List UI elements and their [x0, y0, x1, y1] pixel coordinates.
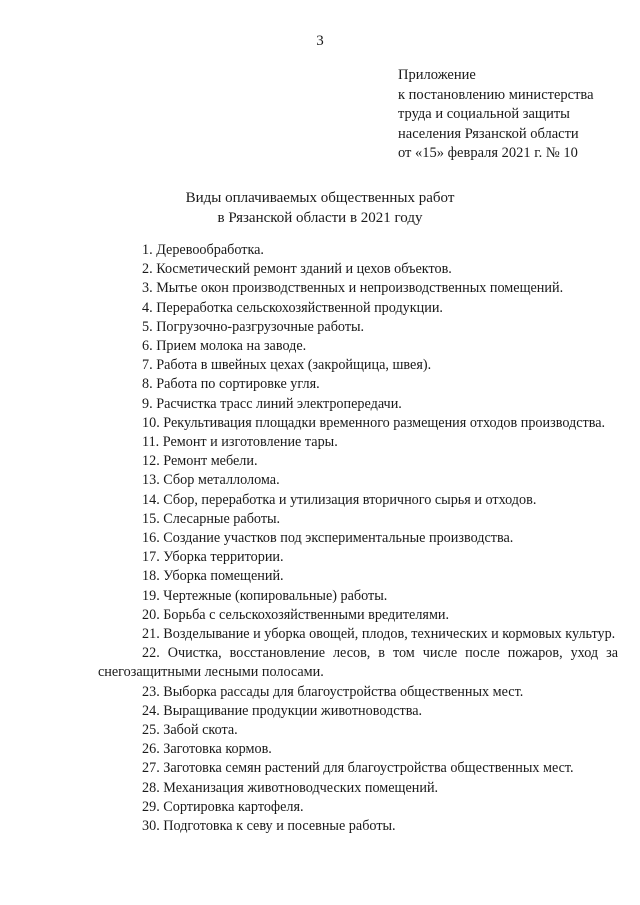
list-item: 13. Сбор металлолома.: [142, 472, 280, 489]
list-item: 23. Выборка рассады для благоустройства общественных мест.: [142, 683, 524, 700]
list-item: 29. Сортировка картофеля.: [142, 798, 304, 815]
list-item: 26. Заготовка кормов.: [142, 741, 272, 758]
title-line-1: Виды оплачиваемых общественных работ: [185, 190, 455, 206]
annex-header: [398, 66, 628, 164]
list-item: 4. Переработка сельскохозяйственной продукции.: [142, 299, 443, 316]
annex-line: к постановлению министерства: [398, 86, 594, 103]
list-item: 1. Деревообработка.: [142, 242, 264, 258]
list-item: 14. Сбор, переработка и утилизация вторичного сырья и отходов.: [142, 491, 537, 508]
list-item: 27. Заготовка семян растений для благоустройства общественных мест.: [142, 760, 574, 777]
list-item: 12. Ремонт мебели.: [142, 453, 258, 470]
list-item: 11. Ремонт и изготовление тары.: [142, 434, 338, 451]
list-item: 8. Работа по сортировке угля.: [142, 376, 320, 393]
annex-line: от «15» февраля 2021 г. № 10: [398, 145, 578, 161]
title-line-2: в Рязанской области в 2021 году: [217, 210, 423, 226]
list-item: 30. Подготовка к севу и посевные работы.: [142, 818, 396, 835]
page-number: 3: [316, 33, 324, 49]
list-item: 2. Косметический ремонт зданий и цехов объектов.: [142, 261, 452, 278]
list-item: 24. Выращивание продукции животноводства.: [142, 702, 423, 719]
document-title: [0, 188, 640, 228]
work-types-list: [98, 241, 618, 836]
annex-line: труда и социальной защиты: [398, 106, 570, 122]
list-item: 21. Возделывание и уборка овощей, плодов, технических и кормовых культур.: [142, 626, 616, 643]
list-item: 28. Механизация животноводческих помещений.: [142, 779, 439, 796]
list-item: 17. Уборка территории.: [142, 549, 284, 566]
list-item: 19. Чертежные (копировальные) работы.: [142, 587, 388, 604]
list-item: 6. Прием молока на заводе.: [142, 338, 307, 355]
list-item: 22. Очистка, восстановление лесов, в том числе после пожаров, уход за снегозащитными лесными полосами.: [98, 645, 618, 681]
list-item: 16. Создание участков под экспериментальные производства.: [142, 530, 514, 547]
list-item: 18. Уборка помещений.: [142, 568, 284, 585]
list-item: 3. Мытье окон производственных и непроизводственных помещений.: [142, 280, 564, 297]
list-item: 7. Работа в швейных цехах (закройщица, швея).: [142, 357, 432, 374]
list-item: 5. Погрузочно-разгрузочные работы.: [142, 318, 365, 335]
list-item: 9. Расчистка трасс линий электропередачи.: [142, 395, 402, 412]
list-item: 15. Слесарные работы.: [142, 510, 281, 527]
list-item: 10. Рекультивация площадки временного размещения отходов производства.: [142, 414, 606, 431]
annex-line: Приложение: [398, 67, 476, 83]
annex-line: населения Рязанской области: [398, 125, 579, 142]
list-item: 25. Забой скота.: [142, 722, 238, 739]
list-item: 20. Борьба с сельскохозяйственными вредителями.: [142, 606, 450, 623]
